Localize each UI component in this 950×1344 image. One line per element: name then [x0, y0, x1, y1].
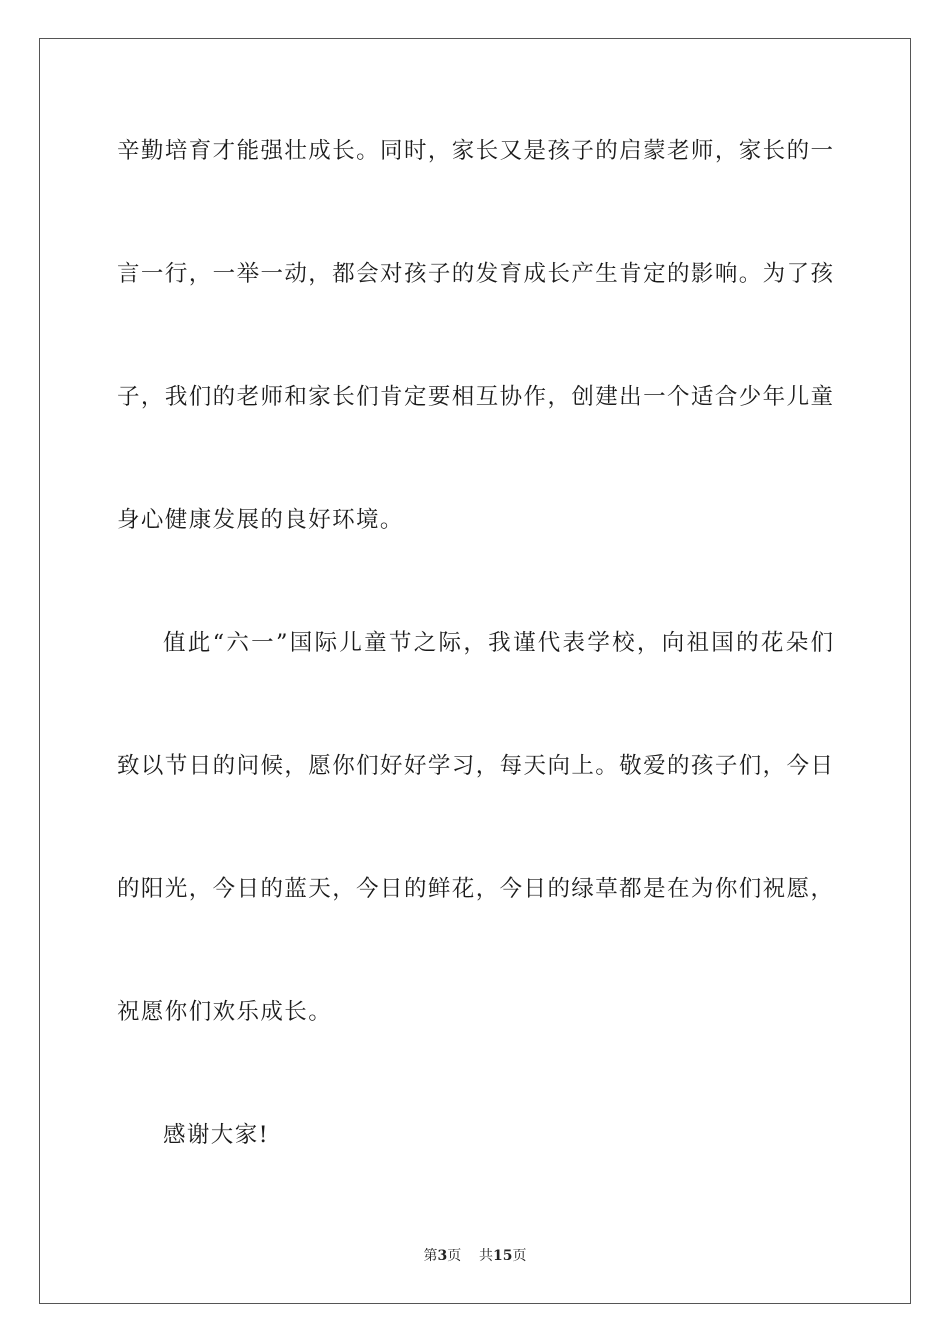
paragraph-line-8: 祝愿你们欢乐成长。: [117, 999, 333, 1025]
paragraph-line-2: 言一行，一举一动，都会对孩子的发育成长产生肯定的影响。为了孩: [117, 261, 833, 287]
paragraph-line-1: 辛勤培育才能强壮成长。同时，家长又是孩子的启蒙老师，家长的一: [117, 138, 833, 164]
paragraph-line-3: 子，我们的老师和家长们肯定要相互协作，创建出一个适合少年儿童: [117, 384, 833, 410]
page-frame: [39, 38, 911, 1304]
footer-page-number: 3: [437, 1248, 448, 1264]
footer-page-suffix: 页: [447, 1248, 462, 1264]
closing-line: 感谢大家!: [163, 1122, 270, 1148]
paragraph-line-7: 的阳光，今日的蓝天，今日的鲜花，今日的绿草都是在为你们祝愿，: [117, 876, 833, 902]
page-footer: [0, 1246, 950, 1266]
footer-page-prefix: 第: [423, 1248, 438, 1264]
footer-total-pages: 15: [493, 1248, 513, 1264]
footer-total-suffix: 页: [512, 1248, 527, 1264]
footer-total-prefix: 共: [479, 1248, 494, 1264]
paragraph-line-4: 身心健康发展的良好环境。: [117, 507, 404, 533]
paragraph-line-6: 致以节日的问候，愿你们好好学习，每天向上。敬爱的孩子们，今日: [117, 753, 833, 779]
paragraph-line-5: 值此“六一”国际儿童节之际，我谨代表学校，向祖国的花朵们: [163, 630, 833, 656]
